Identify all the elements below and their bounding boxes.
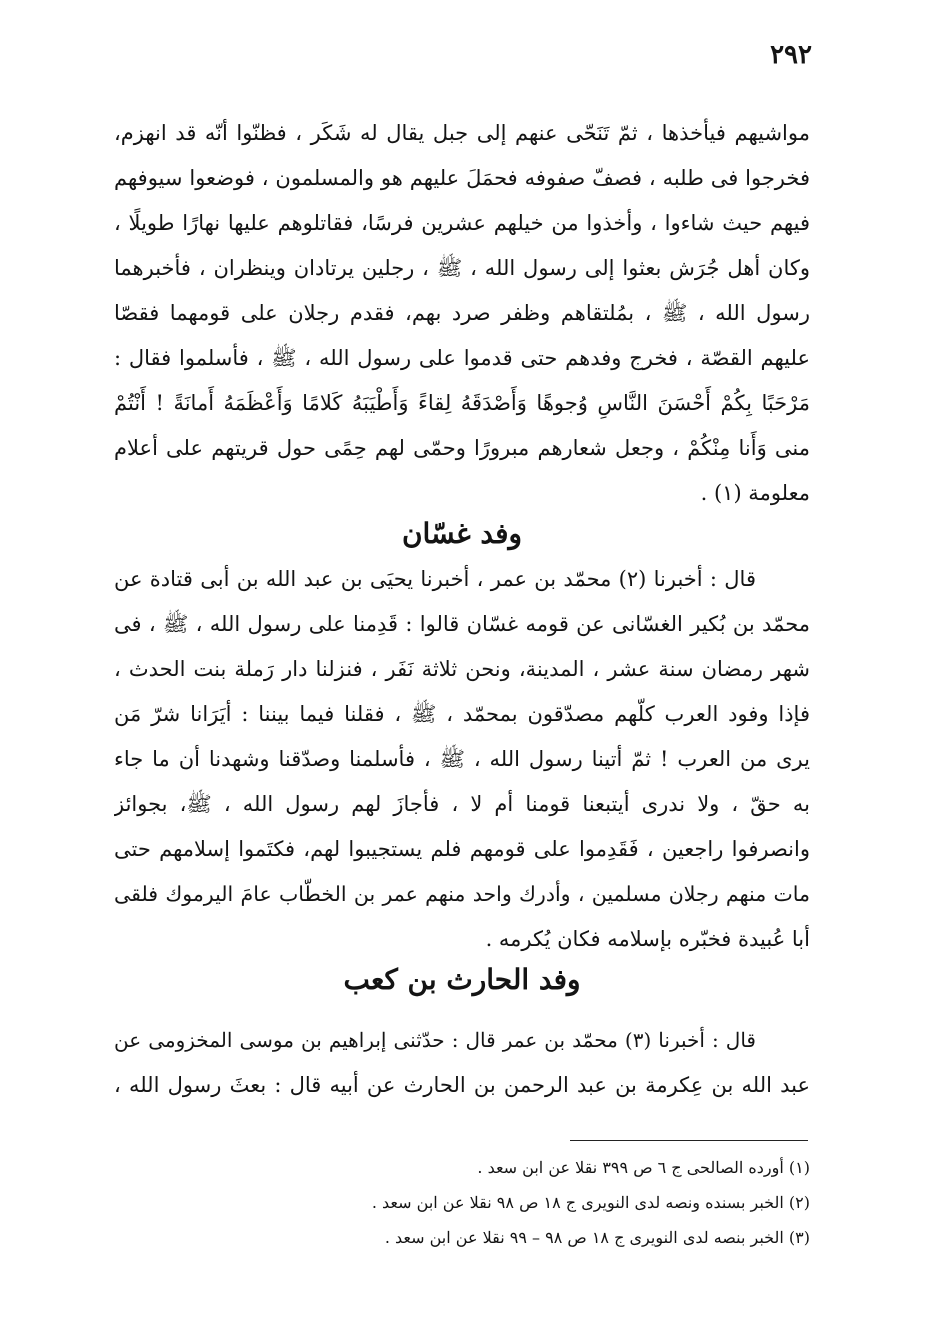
text-line: فيهم حيث شاءوا ، وأخذوا من خيلهم عشرين فرسًا، فقاتلوهم عليها نهارًا طويلًا ، <box>114 211 810 235</box>
text-line: يرى من العرب ! ثمّ أتينا رسول الله ، ﷺ ، فأسلمنا وصدّقنا وشهدنا أن ما جاء <box>114 747 810 771</box>
text-line: شهر رمضان سنة عشر ، المدينة، ونحن ثلاثة نَفَر ، فنزلنا دار رَملة بنت الحدث ، <box>114 657 810 681</box>
footnote-2: (٢) الخبر بسنده ونصه لدى النويرى ج ١٨ ص ٩٨ نقلا عن ابن سعد . <box>371 1193 810 1212</box>
footnote-divider <box>570 1140 808 1141</box>
page-number: ٢٩٢ <box>770 40 812 70</box>
footnote-3: (٣) الخبر بنصه لدى النويرى ج ١٨ ص ٩٨ – ٩٩ نقلا عن ابن سعد . <box>384 1228 810 1247</box>
text-line: مات منهم رجلان مسلمين ، وأدرك واحد منهم عمر بن الخطّاب عامَ اليرموك فلقى <box>114 882 810 906</box>
text-line: قال : أخبرنا (٢) محمّد بن عمر ، أخبرنا يحيَى بن عبد الله بن أبى قتادة عن <box>114 567 756 591</box>
text-line: أبا عُبيدة فخبّره بإسلامه فكان يُكرمه . <box>485 927 810 951</box>
section-heading-ghassan: وفد غسّان <box>401 517 523 550</box>
text-line: وانصرفوا راجعين ، فَقَدِموا على قومهم فلم يستجيبوا لهم، فكتَموا إسلامهم حتى <box>114 837 810 861</box>
text-line: به حقّ ، ولا ندرى أيتبعنا قومنا أم لا ، فأجازَ لهم رسول الله ، ﷺ، بجوائز <box>114 792 810 816</box>
text-line: عليهم القصّة ، فخرج وفدهم حتى قدموا على رسول الله ، ﷺ ، فأسلموا فقال : <box>114 346 810 370</box>
text-line: وكان أهل جُرَش بعثوا إلى رسول الله ، ﷺ ، رجلين يرتادان وينظران ، فأخبرهما <box>114 256 810 280</box>
text-line: مواشيهم فيأخذها ، ثمّ تَنَحّى عنهم إلى جبل يقال له شَكَر ، فظنّوا أنّه قد انهزم، <box>114 121 810 145</box>
paragraph-ghassan-delegation <box>114 557 810 962</box>
text-line: مَرْحَبًا بِكُمْ أَحْسَنَ النَّاسِ وُجوهًا وَأَصْدَقَهُ لِقاءً وَأَطْيَبَهُ كَلامًا وَأَعْظَمَهُ أَمانَةً ! أَنْتُمْ <box>114 391 810 415</box>
text-line: رسول الله ، ﷺ ، بمُلتقاهم وظفر صرد بهم، فقدم رجلان على قومهما فقصّا <box>114 301 810 325</box>
paragraph-jurash-delegation <box>114 111 810 516</box>
text-line: فخرجوا فى طلبه ، فصفّ صفوفه فحمَلَ عليهم هو والمسلمون ، فوضعوا سيوفهم <box>114 166 810 190</box>
section-heading-harith-bin-kaab: وفد الحارث بن كعب <box>343 963 581 996</box>
footnotes <box>200 1150 810 1255</box>
footnote-1: (١) أورده الصالحى ج ٦ ص ٣٩٩ نقلا عن ابن سعد . <box>477 1158 810 1177</box>
text-line: عبد الله بن عِكرمة بن عبد الرحمن بن الحارث عن أبيه قال : بعثَ رسول الله ، <box>114 1073 810 1097</box>
text-line: منى وَأَنا مِنْكُمْ ، وجعل شعارهم مبرورًا وحمّى لهم حِمًى حول قريتهم على أعلام <box>114 436 810 460</box>
text-line: قال : أخبرنا (٣) محمّد بن عمر قال : حدّثنى إبراهيم بن موسى المخزومى عن <box>114 1028 756 1052</box>
paragraph-harith-delegation <box>114 1018 810 1108</box>
text-line: فإذا وفود العرب كلّهم مصدّقون بمحمّد ، ﷺ ، فقلنا فيما بيننا : أيَرَانا شرّ مَن <box>114 702 810 726</box>
text-line: معلومة (١) . <box>700 481 810 505</box>
text-line: محمّد بن بُكير الغسّانى عن قومه غسّان قالوا : قَدِمنا على رسول الله ، ﷺ ، فى <box>114 612 810 636</box>
